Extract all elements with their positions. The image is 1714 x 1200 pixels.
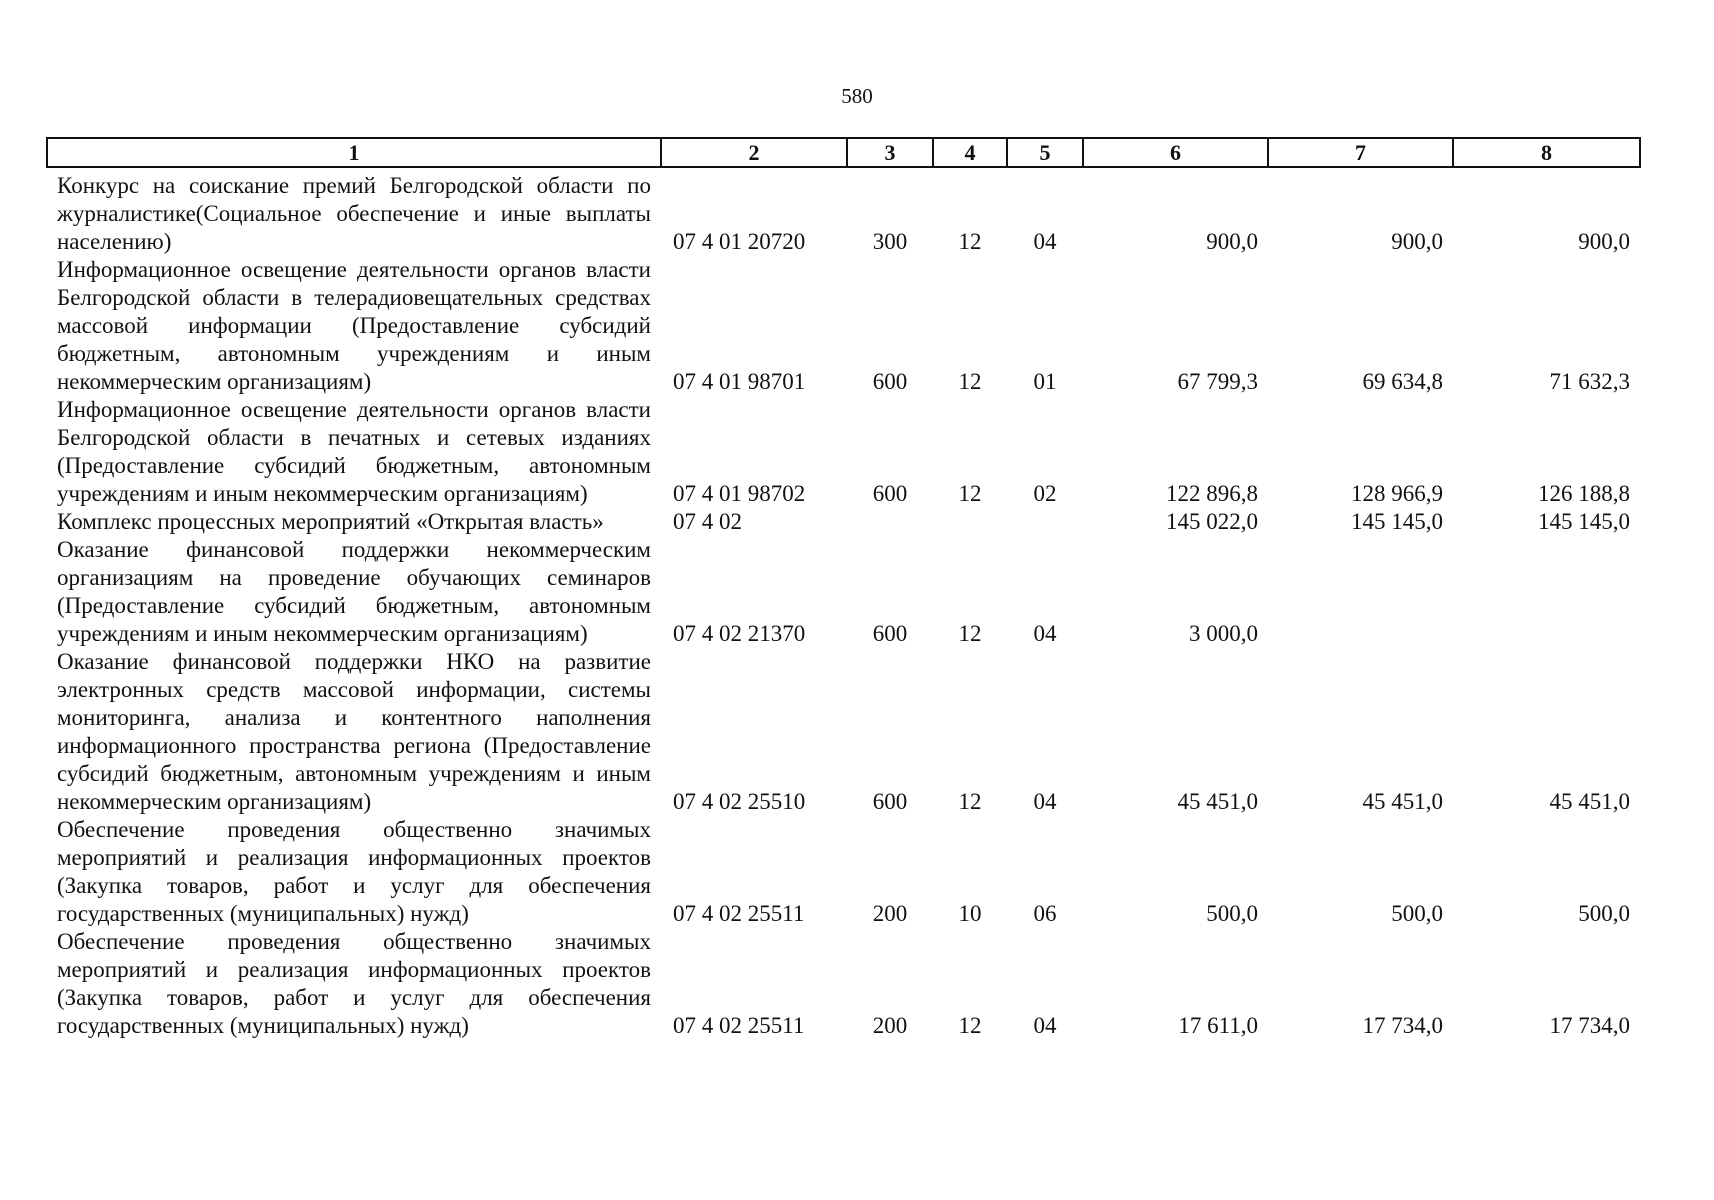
row-name: Оказание финансовой поддержки некоммерческим организациям на проведение обучающих семинаров (Предоставление субсидий бюджетным, автономным учреждениям и иным некоммерческим организациям) [57,537,651,646]
header-col-4: 4 [933,138,1007,167]
row-name: Оказание финансовой поддержки НКО на развитие электронных средств массовой информации, системы мониторинга, анализа и контентного наполнения информационного пространства региона (Предоставление субсидий бюджетным, автономным учреждениям и иным некоммерческим организациям) [57,649,651,814]
header-col-6: 6 [1083,138,1268,167]
row-col-4: 12 [958,369,982,394]
row-code: 07 4 01 98702 [673,481,806,506]
row-name: Обеспечение проведения общественно значимых мероприятий и реализация информационных проектов (Закупка товаров, работ и услуг для обеспечения государственных (муниципальных) нужд) [57,817,651,926]
row-col-3: 200 [872,901,908,926]
table-row [47,928,1640,1040]
row-value-7: 900,0 [1391,229,1443,254]
row-value-6: 17 611,0 [1178,1013,1258,1038]
row-name: Комплекс процессных мероприятий «Открытая власть» [57,509,604,534]
row-value-8: 500,0 [1578,901,1630,926]
row-value-8: 45 451,0 [1549,789,1630,814]
row-code: 07 4 02 21370 [673,621,806,646]
row-col-3 [847,508,933,536]
row-value-6: 900,0 [1206,229,1258,254]
row-col-3: 300 [872,229,908,254]
row-col-5: 04 [1033,789,1057,814]
row-col-5 [1007,508,1083,536]
row-col-4: 12 [958,789,982,814]
row-col-3: 600 [872,621,908,646]
row-value-8: 900,0 [1578,229,1630,254]
row-value-7: 128 966,9 [1351,481,1443,506]
row-value-7: 45 451,0 [1362,789,1443,814]
header-col-8: 8 [1453,138,1640,167]
row-code: 07 4 01 98701 [673,369,806,394]
row-col-3: 600 [872,789,908,814]
row-value-6: 45 451,0 [1177,789,1258,814]
row-col-3: 600 [872,369,908,394]
table-row [47,536,1640,648]
row-value-7: 17 734,0 [1362,1013,1443,1038]
row-value-6: 145 022,0 [1166,509,1258,534]
row-col-4: 12 [958,1013,982,1038]
row-name: Информационное освещение деятельности органов власти Белгородской области в печатных и сетевых изданиях (Предоставление субсидий бюджетным, автономным учреждениям и иным некоммерческим организациям) [57,397,651,506]
row-value-8: 126 188,8 [1538,481,1630,506]
row-code: 07 4 02 25511 [673,901,805,926]
row-code: 07 4 02 [673,509,742,534]
header-col-1: 1 [47,138,661,167]
row-name: Информационное освещение деятельности органов власти Белгородской области в телерадиовещательных средствах массовой информации (Предоставление субсидий бюджетным, автономным учреждениям и иным некоммерческим организациям) [57,257,651,394]
row-value-6: 122 896,8 [1166,481,1258,506]
row-col-4: 10 [958,901,982,926]
row-value-8: 17 734,0 [1549,1013,1630,1038]
page-number: 580 [841,84,873,108]
row-name: Обеспечение проведения общественно значимых мероприятий и реализация информационных проектов (Закупка товаров, работ и услуг для обеспечения государственных (муниципальных) нужд) [57,929,651,1038]
row-col-5: 06 [1033,901,1057,926]
row-value-6: 67 799,3 [1177,369,1258,394]
table-row [47,256,1640,396]
header-col-3: 3 [847,138,933,167]
row-col-5: 04 [1033,1013,1057,1038]
row-code: 07 4 02 25510 [673,789,806,814]
header-col-7: 7 [1268,138,1453,167]
table-row [47,648,1640,816]
table-row [47,396,1640,508]
table-header-row [47,138,1640,167]
table-row [47,508,1640,536]
row-value-7: 69 634,8 [1362,369,1443,394]
row-name: Конкурс на соискание премий Белгородской области по журналистике(Социальное обеспечение и иные выплаты населению) [57,173,651,254]
table-row [47,816,1640,928]
row-value-7: 500,0 [1391,901,1443,926]
row-col-5: 04 [1033,229,1057,254]
row-col-4: 12 [958,229,982,254]
row-col-5: 04 [1033,621,1057,646]
row-code: 07 4 02 25511 [673,1013,805,1038]
row-col-5: 02 [1033,481,1057,506]
row-col-3: 600 [872,481,908,506]
row-col-5: 01 [1033,369,1057,394]
row-col-4: 12 [958,621,982,646]
row-code: 07 4 01 20720 [673,229,806,254]
row-value-8 [1453,536,1640,648]
header-col-2: 2 [661,138,847,167]
header-col-5: 5 [1007,138,1083,167]
row-value-7 [1268,536,1453,648]
row-value-6: 3 000,0 [1189,621,1258,646]
table-row [47,167,1640,256]
row-col-3: 200 [872,1013,908,1038]
budget-table [46,137,1641,1040]
row-col-4 [933,508,1007,536]
row-value-8: 145 145,0 [1538,509,1630,534]
row-value-6: 500,0 [1206,901,1258,926]
row-value-8: 71 632,3 [1549,369,1630,394]
row-col-4: 12 [958,481,982,506]
row-value-7: 145 145,0 [1351,509,1443,534]
